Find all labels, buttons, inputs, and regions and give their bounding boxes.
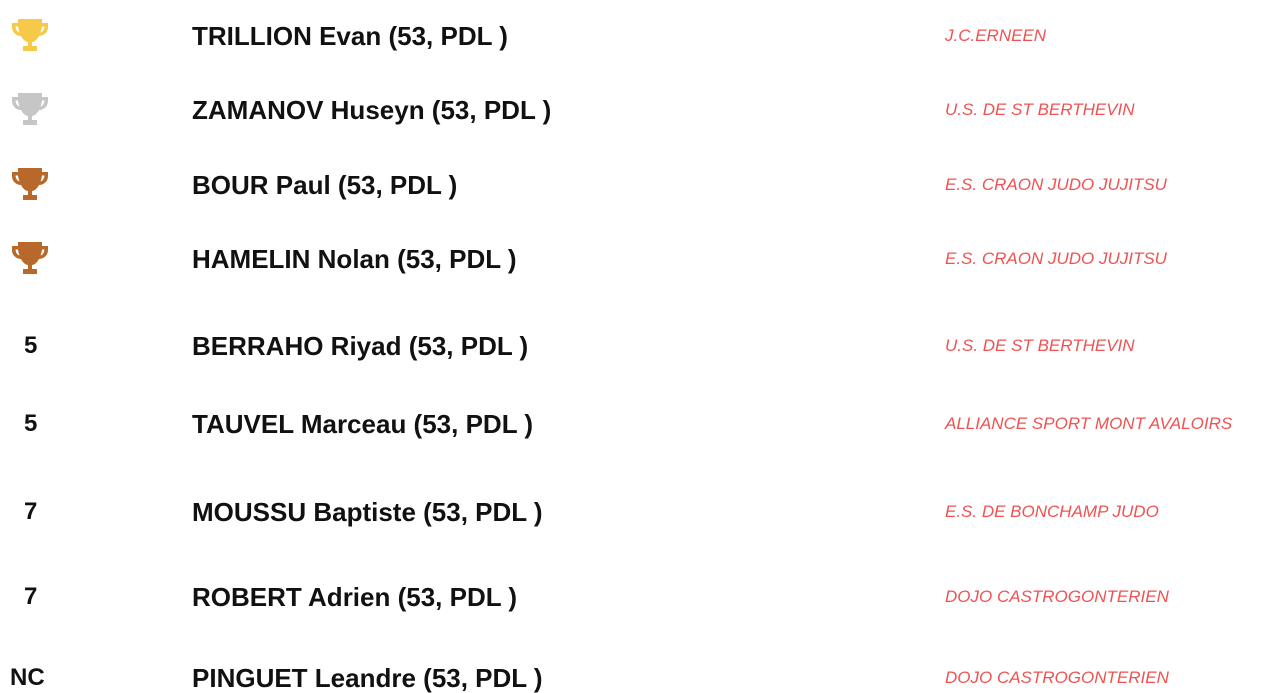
gold-trophy-icon: [0, 6, 90, 66]
athlete-name: ROBERT Adrien (53, PDL ): [192, 581, 518, 612]
athlete-name: MOUSSU Baptiste (53, PDL ): [192, 496, 543, 527]
club-name: U.S. DE ST BERTHEVIN: [945, 100, 1135, 119]
athlete-name: BOUR Paul (53, PDL ): [192, 169, 458, 200]
result-row: [0, 155, 1285, 215]
club-name: U.S. DE ST BERTHEVIN: [945, 336, 1135, 355]
result-row: [0, 394, 1285, 454]
rank-label: 7: [24, 583, 38, 610]
result-row: [0, 6, 1285, 66]
rank-cell: [0, 648, 80, 693]
result-row: [0, 567, 1285, 627]
club-name: E.S. CRAON JUDO JUJITSU: [945, 175, 1167, 194]
rank-cell: [0, 394, 80, 454]
rank-cell: [0, 567, 80, 627]
rank-label: NC: [10, 664, 45, 691]
club-name: J.C.ERNEEN: [945, 26, 1047, 45]
result-row: [0, 229, 1285, 289]
athlete-name: PINGUET Leandre (53, PDL ): [192, 662, 543, 693]
result-row: [0, 648, 1285, 693]
bronze-trophy-icon: [0, 155, 90, 215]
athlete-name: TRILLION Evan (53, PDL ): [192, 20, 508, 51]
athlete-name: HAMELIN Nolan (53, PDL ): [192, 243, 517, 274]
rank-cell: [0, 482, 80, 542]
silver-trophy-icon: [0, 80, 90, 140]
rank-label: 7: [24, 498, 38, 525]
club-name: DOJO CASTROGONTERIEN: [945, 587, 1169, 606]
club-name: ALLIANCE SPORT MONT AVALOIRS: [945, 414, 1233, 433]
bronze-trophy-icon: [0, 229, 90, 289]
result-row: [0, 482, 1285, 542]
club-name: DOJO CASTROGONTERIEN: [945, 668, 1169, 687]
result-row: [0, 316, 1285, 376]
rank-label: 5: [24, 410, 38, 437]
athlete-name: ZAMANOV Huseyn (53, PDL ): [192, 94, 552, 125]
athlete-name: BERRAHO Riyad (53, PDL ): [192, 330, 529, 361]
athlete-name: TAUVEL Marceau (53, PDL ): [192, 408, 533, 439]
rank-cell: [0, 316, 80, 376]
rank-label: 5: [24, 332, 38, 359]
club-name: E.S. DE BONCHAMP JUDO: [945, 502, 1159, 521]
club-name: E.S. CRAON JUDO JUJITSU: [945, 249, 1167, 268]
result-row: [0, 80, 1285, 140]
